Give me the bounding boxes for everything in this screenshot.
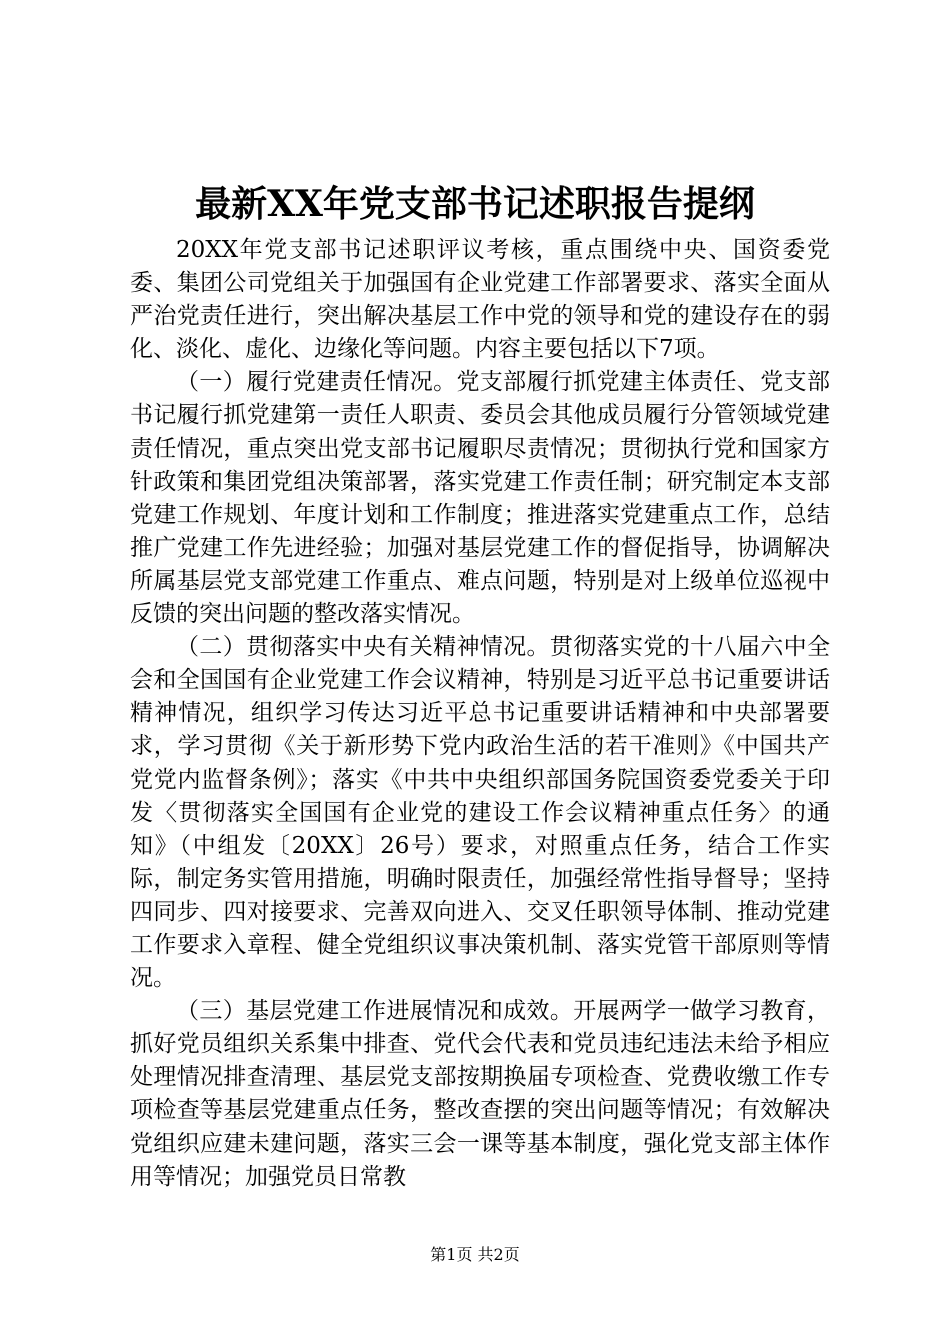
document-body xyxy=(130,234,830,1194)
page-number-footer: 第1页 共2页 xyxy=(430,1245,520,1264)
paragraph-intro: 20XX年党支部书记述职评议考核，重点围绕中央、国资委党委、集团公司党组关于加强国有企业党建工作部署要求、落实全面从严治党责任进行，突出解决基层工作中党的领导和党的建设存在的弱化、淡化、虚化、边缘化等问题。内容主要包括以下7项。 xyxy=(130,237,830,363)
paragraph-section-1: （一）履行党建责任情况。党支部履行抓党建主体责任、党支部书记履行抓党建第一责任人职责、委员会其他成员履行分管领域党建责任情况，重点突出党支部书记履职尽责情况；贯彻执行党和国家方针政策和集团党组决策部署，落实党建工作责任制；研究制定本支部党建工作规划、年度计划和工作制度；推进落实党建重点工作，总结推广党建工作先进经验；加强对基层党建工作的督促指导，协调解决所属基层党支部党建工作重点、难点问题，特别是对上级单位巡视中反馈的突出问题的整改落实情况。 xyxy=(130,369,830,628)
paragraph-section-3: （三）基层党建工作进展情况和成效。开展两学一做学习教育，抓好党员组织关系集中排查、党代会代表和党员违纪违法未给予相应处理情况排查清理、基层党支部按期换届专项检查、党费收缴工作专项检查等基层党建重点任务，整改查摆的突出问题等情况；有效解决党组织应建未建问题，落实三会一课等基本制度，强化党支部主体作用等情况；加强党员日常教 xyxy=(130,998,830,1190)
document-title: 最新XX年党支部书记述职报告提纲 xyxy=(195,183,755,225)
paragraph-section-2: （二）贯彻落实中央有关精神情况。贯彻落实党的十八届六中全会和全国国有企业党建工作会议精神，特别是习近平总书记重要讲话精神情况，组织学习传达习近平总书记重要讲话精神和中央部署要求，学习贯彻《关于新形势下党内政治生活的若干准则》《中国共产党党内监督条例》；落实《中共中央组织部国务院国资委党委关于印发〈贯彻落实全国国有企业党的建设工作会议精神重点任务〉的通知》（中组发〔20XX〕26号）要求，对照重点任务，结合工作实际，制定务实管用措施，明确时限责任，加强经常性指导督导；坚持四同步、四对接要求、完善双向进入、交叉任职领导体制、推动党建工作要求入章程、健全党组织议事决策机制、落实党管干部原则等情况。 xyxy=(130,634,830,992)
